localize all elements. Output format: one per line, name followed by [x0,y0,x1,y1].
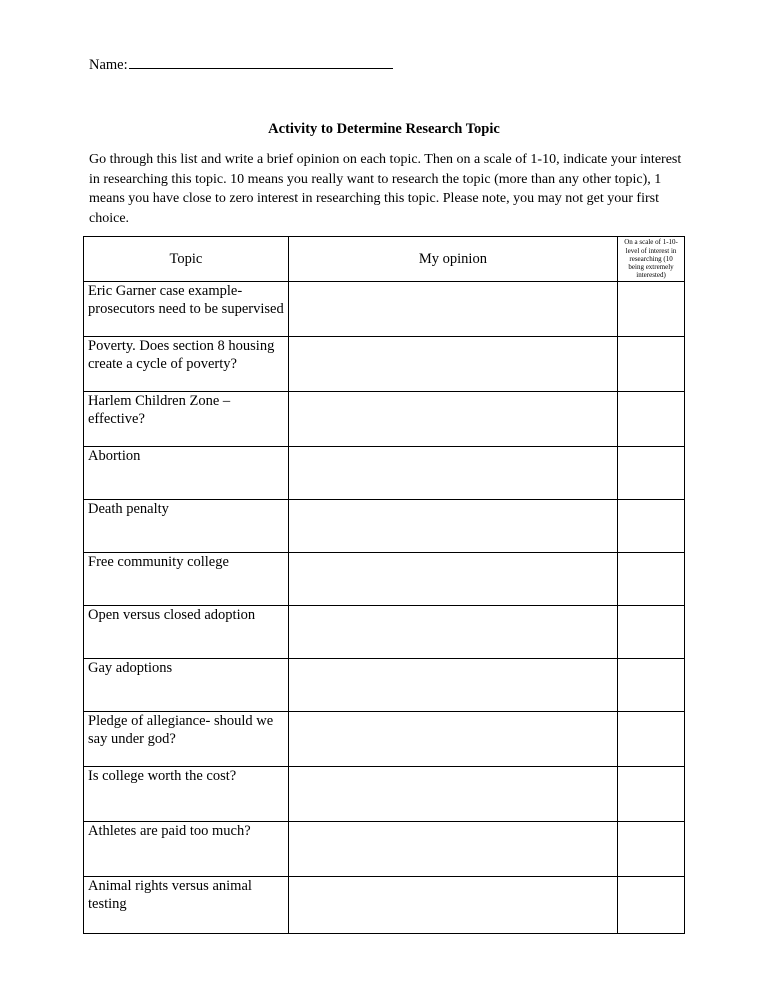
interest-cell[interactable] [618,447,685,500]
table-row [84,877,685,934]
interest-cell[interactable] [618,822,685,877]
table-row [84,337,685,392]
opinion-cell[interactable] [288,282,617,337]
table-row [84,553,685,606]
opinion-cell[interactable] [288,822,617,877]
interest-cell[interactable] [618,392,685,447]
name-label: Name: [89,57,128,73]
topic-table [83,236,685,934]
table-row [84,500,685,553]
interest-cell[interactable] [618,606,685,659]
topic-cell: Free community college [84,553,289,606]
topic-cell: Poverty. Does section 8 housing create a cycle of poverty? [84,337,289,392]
opinion-cell[interactable] [288,877,617,934]
opinion-cell[interactable] [288,553,617,606]
opinion-cell[interactable] [288,447,617,500]
topic-cell: Harlem Children Zone – effective? [84,392,289,447]
opinion-cell[interactable] [288,337,617,392]
opinion-cell[interactable] [288,392,617,447]
interest-cell[interactable] [618,659,685,712]
name-field [89,54,393,74]
table-row [84,392,685,447]
interest-cell[interactable] [618,712,685,767]
name-blank-line[interactable] [129,54,393,69]
header-topic: Topic [84,237,289,282]
opinion-cell[interactable] [288,500,617,553]
topic-cell: Animal rights versus animal testing [84,877,289,934]
header-opinion: My opinion [288,237,617,282]
topic-cell: Open versus closed adoption [84,606,289,659]
interest-cell[interactable] [618,767,685,822]
topic-cell: Is college worth the cost? [84,767,289,822]
header-interest: On a scale of 1-10-level of interest in researching (10 being extremely interested) [618,237,685,282]
topic-cell: Eric Garner case example-prosecutors need to be supervised [84,282,289,337]
opinion-cell[interactable] [288,659,617,712]
interest-cell[interactable] [618,877,685,934]
table-row [84,767,685,822]
table-row [84,712,685,767]
page-title: Activity to Determine Research Topic [268,121,500,137]
topic-cell: Abortion [84,447,289,500]
table-row [84,822,685,877]
topic-cell: Gay adoptions [84,659,289,712]
instructions-paragraph: Go through this list and write a brief opinion on each topic. Then on a scale of 1-10, indicate your interest in researching this topic. 10 means you really want to research the topic (more than any other topic), 1 means you have close to zero interest in researching this topic. Please note, you may not get your first choice. [89,152,682,226]
header-row [84,237,685,282]
topic-cell: Death penalty [84,500,289,553]
table-row [84,282,685,337]
opinion-cell[interactable] [288,767,617,822]
topic-cell: Athletes are paid too much? [84,822,289,877]
opinion-cell[interactable] [288,712,617,767]
table-row [84,606,685,659]
table-row [84,447,685,500]
interest-cell[interactable] [618,553,685,606]
interest-cell[interactable] [618,282,685,337]
interest-cell[interactable] [618,337,685,392]
topic-cell: Pledge of allegiance- should we say under god? [84,712,289,767]
table-row [84,659,685,712]
interest-cell[interactable] [618,500,685,553]
opinion-cell[interactable] [288,606,617,659]
